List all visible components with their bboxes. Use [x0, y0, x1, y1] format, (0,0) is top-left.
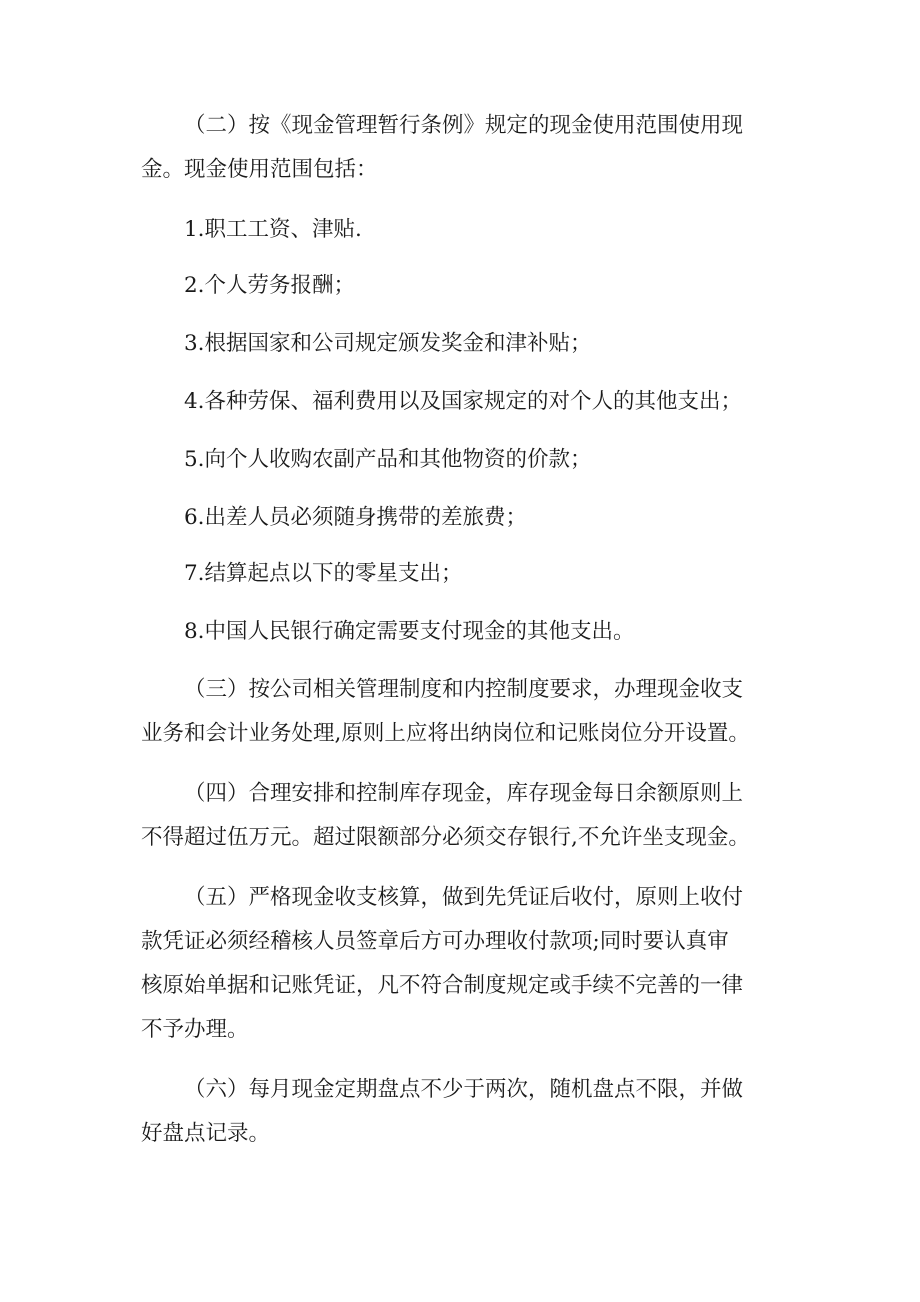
text-line: 7.结算起点以下的零星支出； [184, 561, 463, 586]
paragraph-section-4 [141, 772, 791, 860]
text-line: 5.向个人收购农副产品和其他物资的价款； [184, 447, 592, 472]
text-line: 不得超过伍万元。超过限额部分必须交存银行,不允许坐支现金。 [141, 825, 750, 850]
text-line: 业务和会计业务处理,原则上应将出纳岗位和记账岗位分开设置。 [141, 721, 750, 746]
text-line: 金。现金使用范围包括： [141, 157, 378, 182]
text-line: （五）严格现金收支核算，做到先凭证后收付，原则上收付 [184, 885, 744, 910]
paragraph-section-2 [141, 104, 791, 192]
text-line: （二）按《现金管理暂行条例》规定的现金使用范围使用现 [184, 113, 744, 138]
text-line: 好盘点记录。 [141, 1121, 271, 1146]
paragraph-section-5 [141, 876, 791, 1052]
list-item-3 [141, 322, 791, 366]
paragraph-section-3 [141, 668, 791, 756]
text-line: （四）合理安排和控制库存现金，库存现金每日余额原则上 [184, 781, 744, 806]
list-item-8 [141, 610, 791, 654]
text-line: 3.根据国家和公司规定颁发奖金和津补贴； [184, 331, 592, 356]
list-item-1 [141, 208, 791, 252]
text-line: （六）每月现金定期盘点不少于两次，随机盘点不限，并做 [184, 1077, 744, 1102]
list-item-5 [141, 438, 791, 482]
list-item-2 [141, 264, 791, 308]
paragraph-section-6 [141, 1068, 791, 1156]
text-line: 款凭证必须经稽核人员签章后方可办理收付款项;同时要认真审 [141, 929, 729, 954]
text-line: 核原始单据和记账凭证，凡不符合制度规定或手续不完善的一律 [141, 973, 744, 998]
text-line: 6.出差人员必须随身携带的差旅费； [184, 505, 528, 530]
list-item-4 [141, 380, 791, 424]
text-line: 1.职工工资、津贴. [184, 217, 362, 242]
text-line: 不予办理。 [141, 1017, 249, 1042]
text-line: 8.中国人民银行确定需要支付现金的其他支出。 [184, 619, 635, 644]
text-line: 2.个人劳务报酬； [184, 273, 356, 298]
text-line: 4.各种劳保、福利费用以及国家规定的对个人的其他支出； [184, 389, 743, 414]
list-item-6 [141, 496, 791, 540]
text-line: （三）按公司相关管理制度和内控制度要求，办理现金收支 [184, 677, 744, 702]
list-item-7 [141, 552, 791, 596]
